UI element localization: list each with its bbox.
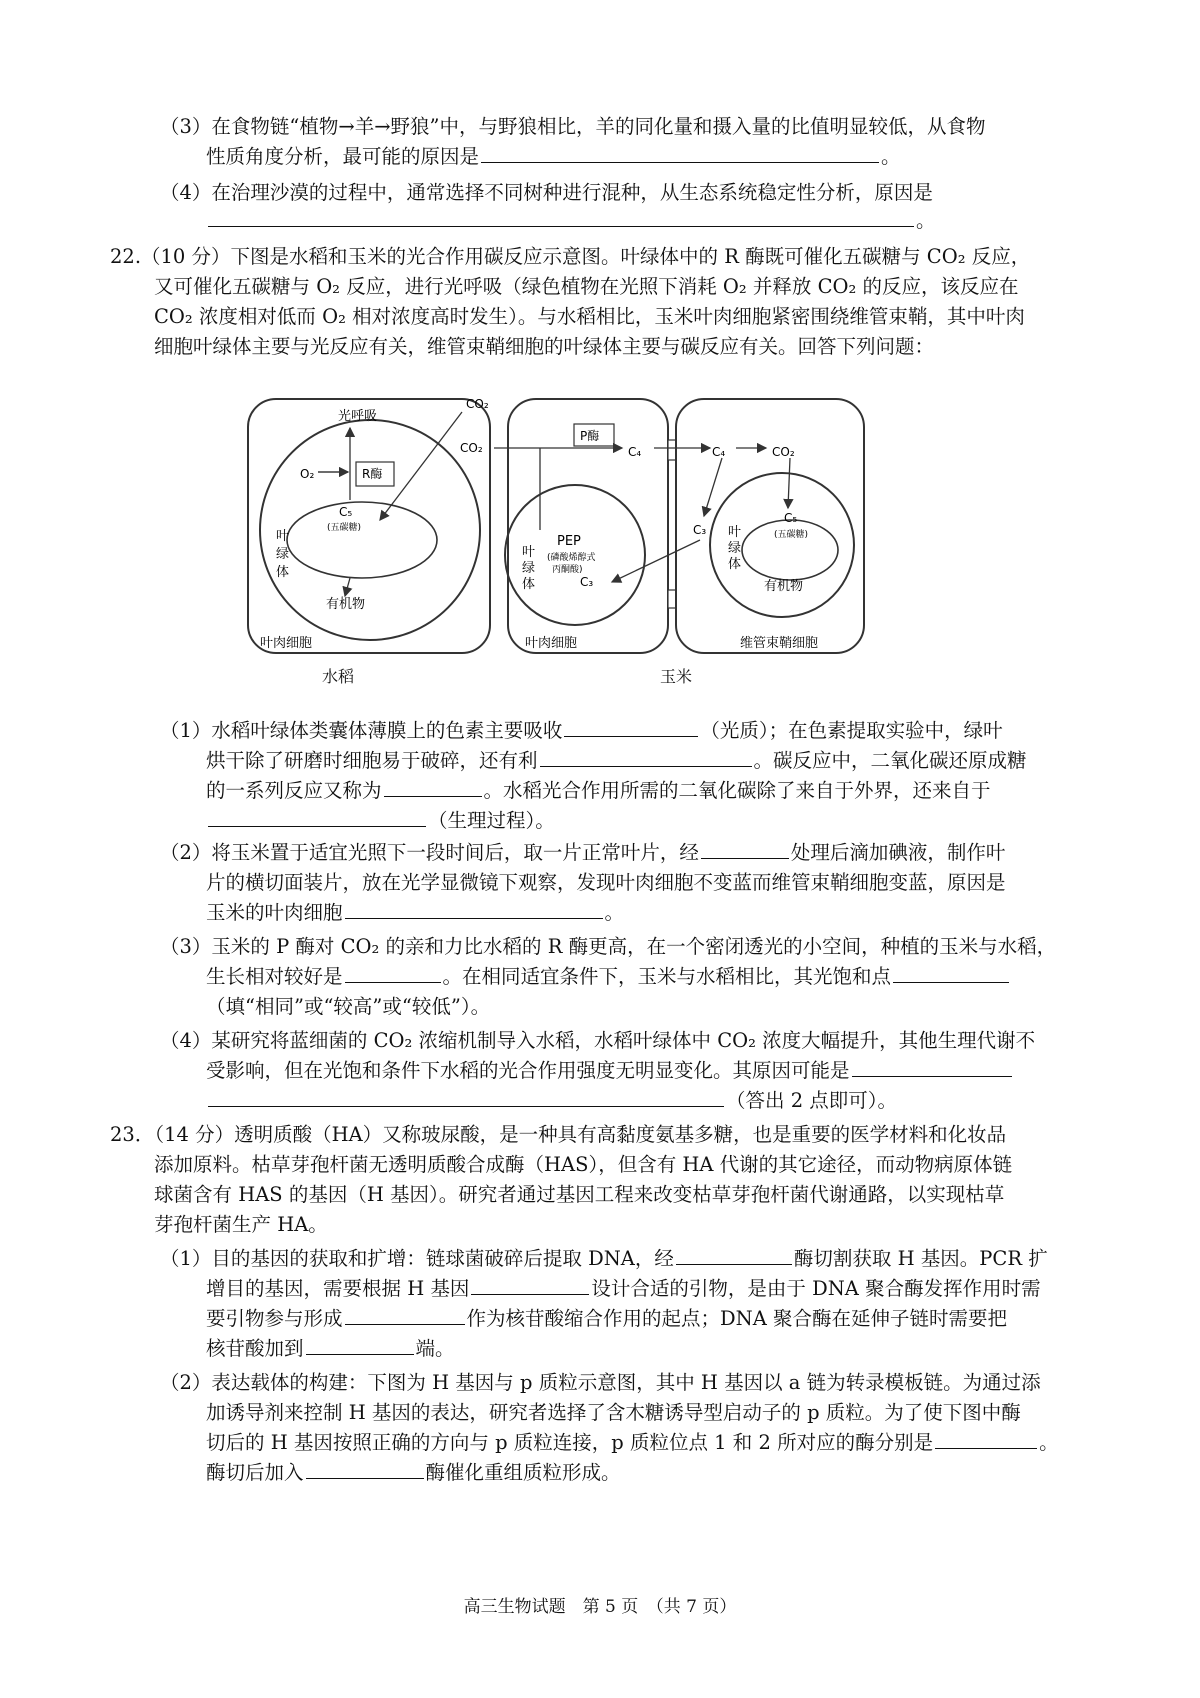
bundle-chloro-3: 体: [728, 557, 742, 572]
rice-caption: 水稻: [322, 667, 355, 686]
c4-label-1: C₄: [628, 445, 642, 459]
rice-chloro-2: 绿: [276, 547, 290, 562]
q22-p3-line1: （3）玉米的 P 酶对 CO₂ 的亲和力比水稻的 R 酶更高，在一个密闭透光的小空间，种植的玉米与水稻，: [160, 935, 1057, 958]
q23-p1-line1: （1）目的基因的获取和扩增：链球菌破碎后提取 DNA，经 酶切割获取 H 基因。PCR 扩: [160, 1244, 1048, 1274]
bundle-co2-label: CO₂: [772, 445, 795, 459]
q21-p3-line1: （3）在食物链“植物→羊→野狼”中，与野狼相比，羊的同化量和摄入量的比值明显较低，从食物: [160, 115, 986, 138]
q22-intro-line1: 22.（10 分）下图是水稻和玉米的光合作用碳反应示意图。叶绿体中的 R 酶既可催化五碳糖与 CO₂ 反应，: [110, 245, 1031, 268]
p-enzyme-label: P酶: [580, 429, 600, 443]
photorespiration-label: 光呼吸: [338, 409, 378, 424]
q23-p2-line4: 酶切后加入 酶催化重组质粒形成。: [206, 1458, 621, 1488]
q22-p1-line1: （1）水稻叶绿体类囊体薄膜上的色素主要吸收 （光质）；在色素提取实验中，绿叶: [160, 716, 1003, 746]
q23-p1-line2: 增目的基因，需要根据 H 基因 设计合适的引物，是由于 DNA 聚合酶发挥作用时需: [206, 1274, 1041, 1304]
q22-p1-line4: （生理过程）。: [206, 806, 555, 836]
q21-p3-line2: 性质角度分析，最可能的原因是 。: [206, 142, 901, 172]
answer-blank[interactable]: [893, 962, 1009, 983]
answer-blank[interactable]: [208, 806, 426, 827]
q21-p4-line1: （4）在治理沙漠的过程中，通常选择不同树种进行混种，从生态系统稳定性分析，原因是: [160, 181, 933, 204]
q21-p4-line2: 。: [206, 206, 936, 236]
pep-note-2: 丙酮酸): [552, 565, 583, 575]
corn-chloro-1: 叶: [522, 545, 536, 560]
q22-p1-line3: 的一系列反应又称为 。水稻光合作用所需的二氧化碳除了来自于外界，还来自于: [206, 776, 991, 806]
q22-p2-line2: 片的横切面装片，放在光学显微镜下观察，发现叶肉细胞不变蓝而维管束鞘细胞变蓝，原因是: [206, 871, 1006, 894]
o2-label: O₂: [300, 467, 315, 481]
q22-intro-line2: 又可催化五碳糖与 O₂ 反应，进行光呼吸（绿色植物在光照下消耗 O₂ 并释放 CO₂ 的反应，该反应在: [154, 275, 1019, 298]
rice-mesophyll-label: 叶肉细胞: [260, 636, 313, 651]
corn-co2-label: CO₂: [460, 441, 483, 455]
answer-blank[interactable]: [676, 1244, 792, 1265]
q22-p2-line1: （2）将玉米置于适宜光照下一段时间后，取一片正常叶片，经 处理后滴加碘液，制作叶: [160, 838, 1005, 868]
pep-note-1: (磷酸烯醇式: [547, 553, 596, 563]
answer-blank[interactable]: [852, 1056, 1012, 1077]
rice-chloro-3: 体: [276, 565, 290, 580]
corn-chloro-3: 体: [522, 577, 536, 592]
bundle-organic-label: 有机物: [764, 579, 804, 594]
q23-p2-line3: 切后的 H 基因按照正确的方向与 p 质粒连接，p 质粒位点 1 和 2 所对应的酶分别是 。: [206, 1428, 1059, 1458]
q23-p2-line2: 加诱导剂来控制 H 基因的表达，研究者选择了含木糖诱导型启动子的 p 质粒。为了使下图中酶: [206, 1401, 1021, 1424]
bundle-chloro-2: 绿: [728, 541, 742, 556]
answer-blank[interactable]: [540, 746, 752, 767]
answer-blank[interactable]: [564, 716, 698, 737]
q22-p2-line3: 玉米的叶肉细胞 。: [206, 898, 624, 928]
pep-label: PEP: [557, 534, 581, 549]
r-enzyme-label: R酶: [362, 467, 383, 481]
answer-blank[interactable]: [935, 1428, 1037, 1449]
answer-blank[interactable]: [471, 1274, 589, 1295]
q23-intro-line4: 芽孢杆菌生产 HA。: [154, 1213, 328, 1236]
q22-intro-line4: 细胞叶绿体主要与光反应有关，维管束鞘细胞的叶绿体主要与碳反应有关。回答下列问题：: [154, 335, 935, 358]
q22-p3-line3: （填“相同”或“较高”或“较低”）。: [206, 995, 491, 1018]
q23-p2-line1: （2）表达载体的构建：下图为 H 基因与 p 质粒示意图，其中 H 基因以 a 链为转录模板链。为通过添: [160, 1371, 1041, 1394]
answer-blank[interactable]: [345, 962, 441, 983]
answer-blank[interactable]: [306, 1334, 414, 1355]
c5-note: (五碳糖): [327, 523, 362, 533]
q23-p1-line3: 要引物参与形成 作为核苷酸缩合作用的起点；DNA 聚合酶在延伸子链时需要把: [206, 1304, 1007, 1334]
answer-blank[interactable]: [701, 838, 789, 859]
corn-chloro-2: 绿: [522, 561, 536, 576]
rice-organic-label: 有机物: [326, 597, 366, 612]
bundle-chloro-1: 叶: [728, 525, 742, 540]
q22-p3-line2: 生长相对较好是 。在相同适宜条件下，玉米与水稻相比，其光饱和点: [206, 962, 1011, 992]
q22-p4-line1: （4）某研究将蓝细菌的 CO₂ 浓缩机制导入水稻，水稻叶绿体中 CO₂ 浓度大幅提升，其他生理代谢不: [160, 1029, 1036, 1052]
bundle-c5-label: C₅: [784, 511, 798, 525]
rice-co2-label: CO₂: [466, 397, 489, 411]
rice-calvin-cycle: [287, 502, 437, 578]
bundle-c3-label: C₃: [693, 523, 707, 537]
q23-p1-line4: 核苷酸加到 端。: [206, 1334, 455, 1364]
c4-label-2: C₄: [712, 445, 726, 459]
answer-blank[interactable]: [208, 1086, 724, 1107]
bundle-sheath-label: 维管束鞘细胞: [740, 636, 819, 651]
bundle-c5-note: (五碳糖): [774, 530, 809, 540]
c5-label: C₅: [339, 505, 353, 519]
q23-intro-line1: 23．（14 分）透明质酸（HA）又称玻尿酸，是一种具有高黏度氨基多糖，也是重要的医学材料和化妆品: [110, 1123, 1007, 1146]
q22-p1-line2: 烘干除了研磨时细胞易于破碎，还有利 。碳反应中，二氧化碳还原成糖: [206, 746, 1027, 776]
photosynthesis-diagram: [0, 0, 1200, 700]
answer-blank[interactable]: [306, 1458, 424, 1479]
rice-mesophyll-cell: [248, 399, 490, 653]
corn-c3-1: C₃: [580, 575, 594, 589]
q22-p4-line3: （答出 2 点即可）。: [206, 1086, 897, 1116]
rice-chloroplast: [260, 420, 480, 640]
corn-mesophyll-label: 叶肉细胞: [525, 636, 578, 651]
q22-intro-line3: CO₂ 浓度相对低而 O₂ 相对浓度高时发生）。与水稻相比，玉米叶肉细胞紧密围绕维管束鞘，其中叶肉: [154, 305, 1025, 328]
page-footer: 高三生物试题 第 5 页 （共 7 页）: [463, 1597, 737, 1617]
q23-intro-line2: 添加原料。枯草芽孢杆菌无透明质酸合成酶（HAS），但含有 HA 代谢的其它途径，而动物病原体链: [154, 1153, 1013, 1176]
answer-blank[interactable]: [345, 898, 603, 919]
answer-blank[interactable]: [345, 1304, 465, 1325]
q22-p4-line2: 受影响，但在光饱和条件下水稻的光合作用强度无明显变化。其原因可能是: [206, 1056, 1014, 1086]
corn-caption: 玉米: [660, 667, 693, 686]
answer-blank[interactable]: [384, 776, 482, 797]
q23-intro-line3: 球菌含有 HAS 的基因（H 基因）。研究者通过基因工程来改变枯草芽孢杆菌代谢通路，以实现枯草: [154, 1183, 1005, 1206]
rice-chloro-1: 叶: [276, 529, 290, 544]
